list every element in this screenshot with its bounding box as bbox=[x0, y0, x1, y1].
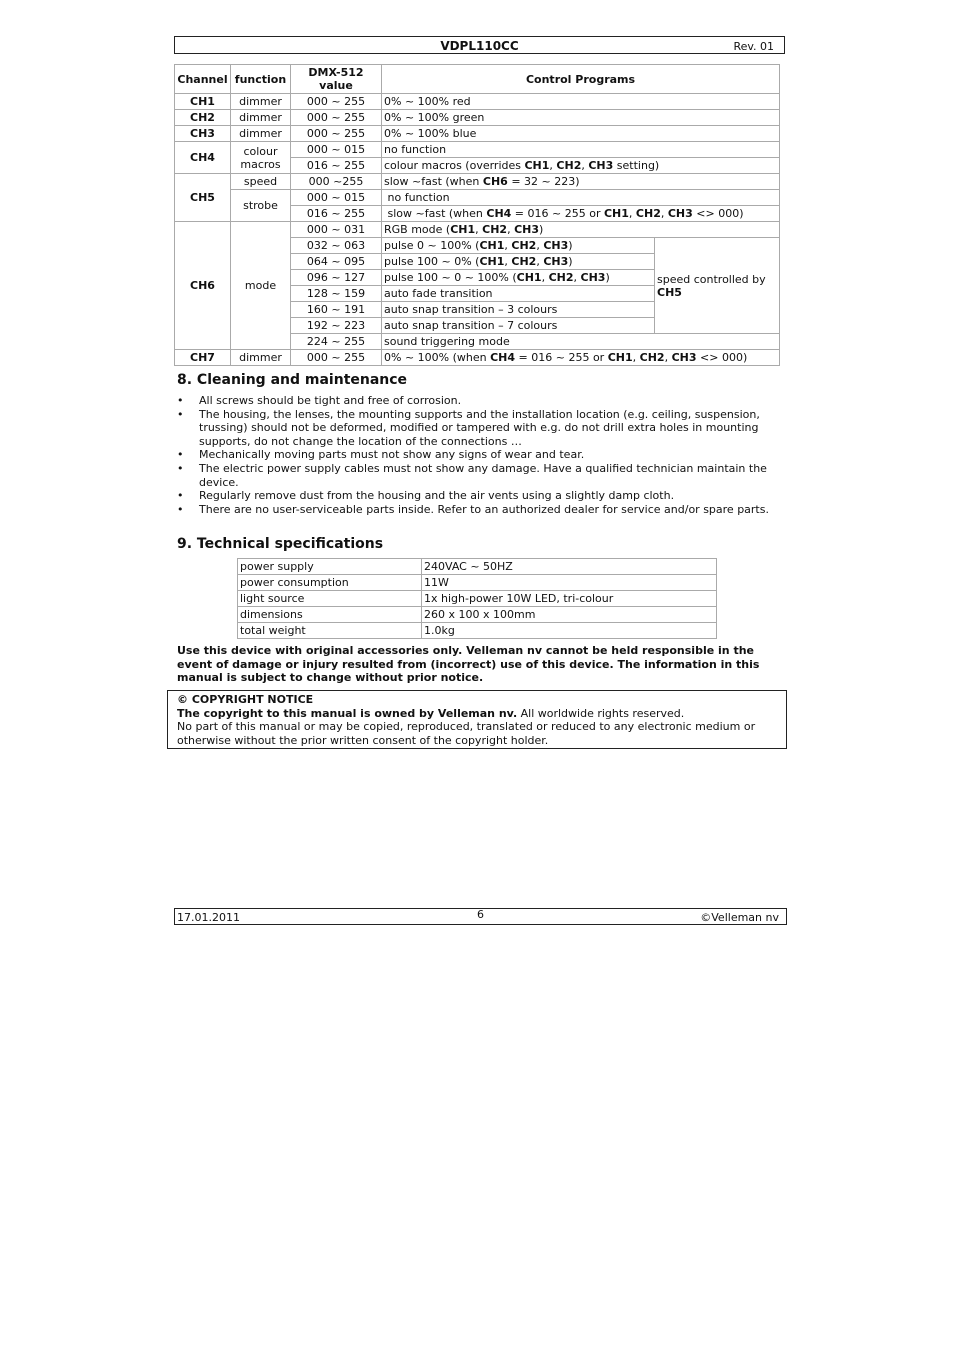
spec-value: 260 x 100 x 100mm bbox=[422, 607, 717, 623]
program-cell: slow ~fast (when CH6 = 32 ~ 223) bbox=[382, 174, 780, 190]
channel-cell: CH7 bbox=[175, 350, 231, 366]
page-header bbox=[174, 36, 785, 54]
table-row bbox=[238, 591, 717, 607]
list-item: • Regularly remove dust from the housing and the air vents using a slightly damp cloth. bbox=[177, 489, 675, 503]
spec-label: total weight bbox=[238, 623, 422, 639]
list-item: • All screws should be tight and free of corrosion. bbox=[177, 394, 462, 407]
spec-value: 240VAC ~ 50HZ bbox=[422, 559, 717, 575]
program-cell: pulse 100 ~ 0 ~ 100% (CH1, CH2, CH3) bbox=[382, 270, 655, 286]
section-heading-specs: 9. Technical specifications bbox=[177, 536, 384, 552]
footer-date: 17.01.2011 bbox=[177, 911, 240, 924]
function-cell: dimmer bbox=[231, 110, 291, 126]
table-row bbox=[175, 190, 780, 206]
program-cell: 0% ~ 100% red bbox=[382, 94, 780, 110]
program-cell: pulse 100 ~ 0% (CH1, CH2, CH3) bbox=[382, 254, 655, 270]
table-row bbox=[175, 110, 780, 126]
bullet-icon: • bbox=[177, 461, 184, 475]
function-cell: dimmer bbox=[231, 350, 291, 366]
spec-value: 1.0kg bbox=[422, 623, 717, 639]
bullet-icon: • bbox=[177, 489, 184, 503]
program-cell: slow ~fast (when CH4 = 016 ~ 255 or CH1, CH2, CH3 <> 000) bbox=[382, 206, 780, 222]
program-cell: 0% ~ 100% green bbox=[382, 110, 780, 126]
value-cell: 016 ~ 255 bbox=[291, 158, 382, 174]
program-cell: no function bbox=[382, 142, 780, 158]
channel-cell: CH2 bbox=[175, 110, 231, 126]
value-cell: 064 ~ 095 bbox=[291, 254, 382, 270]
header-dmx-value: DMX-512 value bbox=[291, 65, 382, 94]
header-control-programs: Control Programs bbox=[382, 65, 780, 94]
program-cell: auto snap transition – 3 colours bbox=[382, 302, 655, 318]
page-footer bbox=[174, 908, 787, 925]
program-cell: sound triggering mode bbox=[382, 334, 780, 350]
value-cell: 128 ~ 159 bbox=[291, 286, 382, 302]
bullet-icon: • bbox=[177, 502, 184, 516]
channel-cell: CH5 bbox=[175, 174, 231, 222]
program-cell: pulse 0 ~ 100% (CH1, CH2, CH3) bbox=[382, 238, 655, 254]
specifications-table bbox=[237, 558, 717, 639]
copyright-notice-box bbox=[167, 690, 787, 749]
spec-label: light source bbox=[238, 591, 422, 607]
table-row bbox=[175, 174, 780, 190]
program-cell: colour macros (overrides CH1, CH2, CH3 setting) bbox=[382, 158, 780, 174]
table-row bbox=[238, 575, 717, 591]
channel-cell: CH6 bbox=[175, 222, 231, 350]
section-heading-cleaning: 8. Cleaning and maintenance bbox=[177, 372, 408, 388]
table-row bbox=[238, 559, 717, 575]
copyright-owner: The copyright to this manual is owned by Velleman nv. All worldwide rights reserved. bbox=[177, 706, 685, 720]
disclaimer-text: Use this device with original accessories only. Velleman nv cannot be held responsible in the event of damage or injury resulted from (incorrect) use of this device. The information in this manual is subject to change without prior notice. bbox=[177, 644, 760, 685]
program-cell: 0% ~ 100% (when CH4 = 016 ~ 255 or CH1, CH2, CH3 <> 000) bbox=[382, 350, 780, 366]
table-row bbox=[238, 623, 717, 639]
value-cell: 192 ~ 223 bbox=[291, 318, 382, 334]
value-cell: 000 ~ 255 bbox=[291, 126, 382, 142]
value-cell: 000 ~255 bbox=[291, 174, 382, 190]
bullet-icon: • bbox=[177, 394, 184, 407]
list-item: • The electric power supply cables must not show any damage. Have a qualified technician maintain the device. bbox=[177, 461, 767, 489]
revision-label: Rev. 01 bbox=[733, 40, 774, 53]
page-number: 6 bbox=[477, 908, 484, 921]
bullet-icon: • bbox=[177, 407, 184, 421]
function-cell: dimmer bbox=[231, 94, 291, 110]
dmx-channel-table bbox=[174, 64, 780, 366]
value-cell: 000 ~ 255 bbox=[291, 94, 382, 110]
program-cell: 0% ~ 100% blue bbox=[382, 126, 780, 142]
value-cell: 000 ~ 015 bbox=[291, 142, 382, 158]
table-row bbox=[238, 607, 717, 623]
list-item: • The housing, the lenses, the mounting supports and the installation location (e.g. ceiling, suspension, trussing) should not be deformed, modified or tampered with e.g. do not drill extra holes in mounting supports, do not change the location of the connections … bbox=[177, 407, 760, 448]
value-cell: 000 ~ 255 bbox=[291, 350, 382, 366]
copyright-body: No part of this manual or may be copied, reproduced, translated or reduced to any electronic medium or otherwise without the prior written consent of the copyright holder. bbox=[177, 720, 756, 747]
function-cell: speed bbox=[231, 174, 291, 190]
table-row bbox=[175, 94, 780, 110]
table-row bbox=[175, 350, 780, 366]
function-cell: colour macros bbox=[231, 142, 291, 174]
table-row bbox=[175, 222, 780, 238]
channel-cell: CH4 bbox=[175, 142, 231, 174]
list-item: • Mechanically moving parts must not show any signs of wear and tear. bbox=[177, 448, 585, 462]
value-cell: 016 ~ 255 bbox=[291, 206, 382, 222]
bullet-icon: • bbox=[177, 448, 184, 462]
spec-label: power consumption bbox=[238, 575, 422, 591]
spec-value: 11W bbox=[422, 575, 717, 591]
function-cell: dimmer bbox=[231, 126, 291, 142]
spec-label: power supply bbox=[238, 559, 422, 575]
header-channel: Channel bbox=[175, 65, 231, 94]
value-cell: 160 ~ 191 bbox=[291, 302, 382, 318]
program-cell: auto snap transition – 7 colours bbox=[382, 318, 655, 334]
table-row bbox=[175, 142, 780, 158]
cleaning-list bbox=[177, 394, 781, 516]
table-row bbox=[175, 126, 780, 142]
function-cell: strobe bbox=[231, 190, 291, 222]
value-cell: 096 ~ 127 bbox=[291, 270, 382, 286]
copyright-title: © COPYRIGHT NOTICE bbox=[177, 693, 314, 706]
channel-cell: CH3 bbox=[175, 126, 231, 142]
footer-copyright: ©Velleman nv bbox=[700, 911, 779, 924]
speed-note-cell: speed controlled by CH5 bbox=[655, 238, 780, 334]
value-cell: 000 ~ 031 bbox=[291, 222, 382, 238]
value-cell: 000 ~ 255 bbox=[291, 110, 382, 126]
document-title: VDPL110CC bbox=[440, 39, 519, 53]
program-cell: no function bbox=[382, 190, 780, 206]
value-cell: 032 ~ 063 bbox=[291, 238, 382, 254]
list-item: • There are no user-serviceable parts inside. Refer to an authorized dealer for service and/or spare parts. bbox=[177, 502, 769, 516]
spec-value: 1x high-power 10W LED, tri-colour bbox=[422, 591, 717, 607]
header-function: function bbox=[231, 65, 291, 94]
program-cell: auto fade transition bbox=[382, 286, 655, 302]
channel-cell: CH1 bbox=[175, 94, 231, 110]
value-cell: 000 ~ 015 bbox=[291, 190, 382, 206]
value-cell: 224 ~ 255 bbox=[291, 334, 382, 350]
spec-label: dimensions bbox=[238, 607, 422, 623]
function-cell: mode bbox=[231, 222, 291, 350]
table-header-row bbox=[175, 65, 780, 94]
program-cell: RGB mode (CH1, CH2, CH3) bbox=[382, 222, 780, 238]
